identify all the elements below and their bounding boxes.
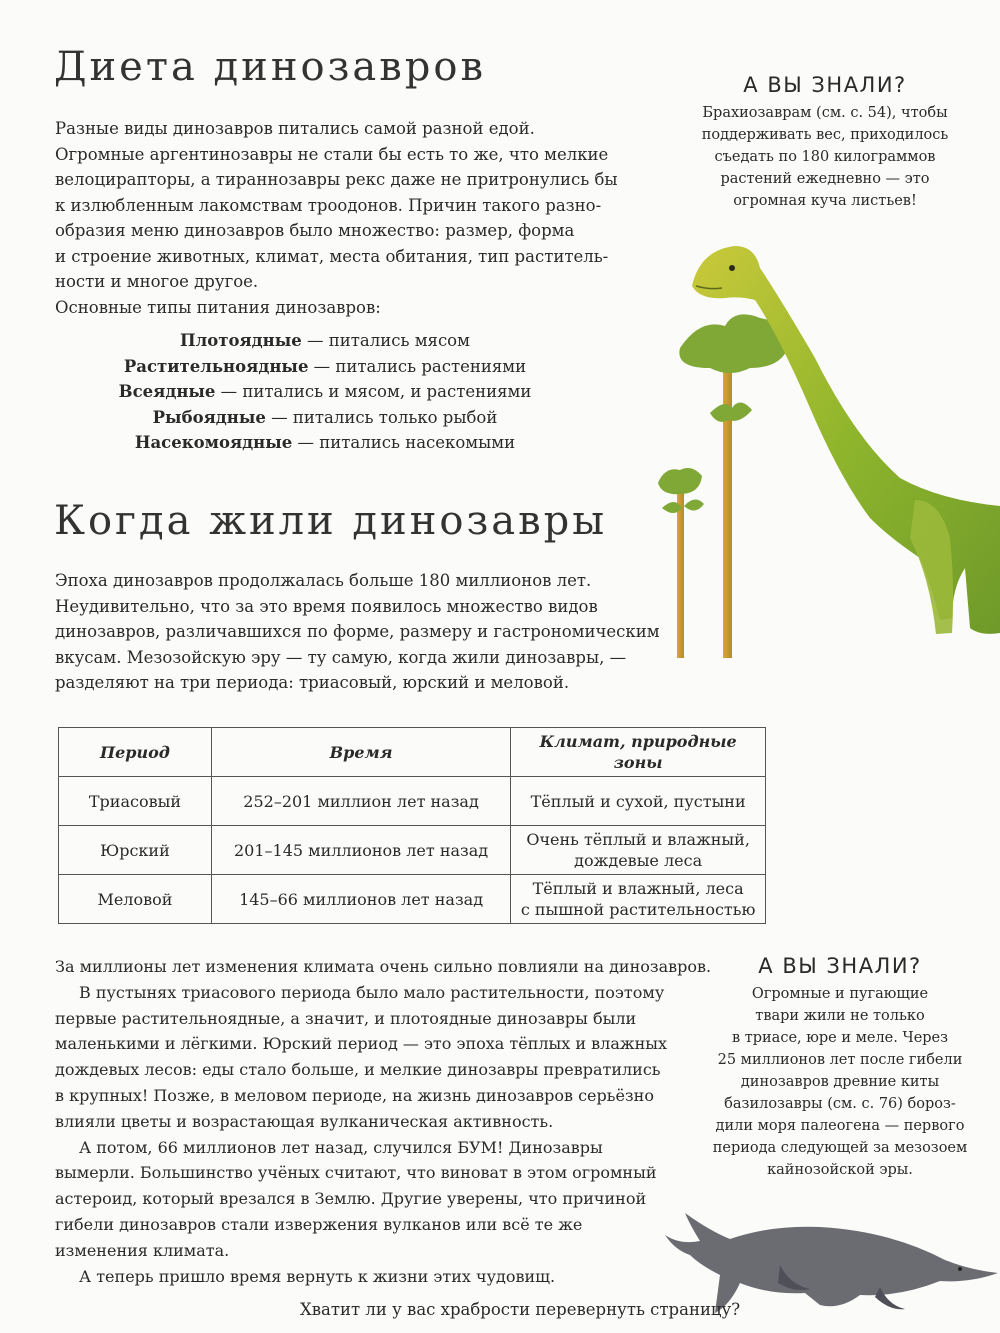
fact-box-brachiosaurus <box>690 74 960 212</box>
when-line: Неудивительно, что за это время появилось множество видов <box>55 596 598 616</box>
climate-paragraph <box>55 954 725 1289</box>
periods-table <box>58 727 766 924</box>
table-row <box>59 826 766 875</box>
table-cell <box>511 826 766 875</box>
fact-line: периода следующей за мезозоем <box>712 1140 968 1156</box>
fact-line: съедать по 180 килограммов <box>714 149 936 165</box>
diet-type-item <box>60 379 590 405</box>
reptile-eye <box>958 1267 962 1271</box>
diet-line: ности и многое другое. <box>55 272 259 291</box>
cell-line: Тёплый и сухой, пустыни <box>530 791 746 811</box>
cell-line: дождевые леса <box>574 851 703 870</box>
table-cell: 145–66 миллионов лет назад <box>211 875 510 924</box>
climate-line: А теперь пришло время вернуть к жизни этих чудовищ. <box>79 1266 556 1286</box>
diet-type-item <box>60 405 590 431</box>
fact-box-basilosaurus <box>705 955 975 1181</box>
table-header: Время <box>211 728 510 777</box>
fact-heading: А ВЫ ЗНАЛИ? <box>743 73 907 97</box>
table-cell: 201–145 миллионов лет назад <box>211 826 510 875</box>
fact-line: огромная куча листьев! <box>733 193 917 209</box>
climate-line: вымерли. Большинство учёных считают, что виноват в этом огромный <box>55 1163 657 1183</box>
climate-line: астероид, который врезался в Землю. Другие уверены, что причиной <box>55 1189 647 1209</box>
diet-type-desc: — питались растениями <box>308 356 527 376</box>
climate-line: первые растительноядные, а значит, и плотоядные динозавры были <box>55 1008 637 1028</box>
diet-type-desc: — питались насекомыми <box>292 433 516 453</box>
fact-line: растений ежедневно — это <box>720 171 930 187</box>
diet-type-name: Плотоядные <box>180 331 302 350</box>
small-tree-trunk <box>677 488 684 658</box>
diet-line: Основные типы питания динозавров: <box>55 297 381 317</box>
table-header-row <box>59 728 766 777</box>
brachiosaurus-body <box>692 246 1000 634</box>
table-cell: Юрский <box>59 826 212 875</box>
diet-type-item <box>60 328 590 354</box>
table-header: Период <box>59 728 212 777</box>
table-row <box>59 875 766 924</box>
dino-eye <box>729 265 735 271</box>
diet-types-list <box>60 328 590 456</box>
diet-type-desc: — питались и мясом, и растениями <box>215 382 532 402</box>
fact-line: дили моря палеогена — первого <box>715 1118 965 1134</box>
table-cell: 252–201 миллион лет назад <box>211 777 510 826</box>
table-header: Климат, природные зоны <box>511 728 766 777</box>
cell-line: Очень тёплый и влажный, <box>526 830 750 849</box>
diet-type-item <box>60 354 590 380</box>
diet-type-name: Растительноядные <box>123 356 309 376</box>
tree-trunk <box>723 358 732 658</box>
climate-line: изменения климата. <box>55 1240 230 1260</box>
fact-line: 25 миллионов лет после гибели <box>717 1052 963 1068</box>
diet-type-item <box>60 430 590 456</box>
diet-line: образия меню динозавров было множество: размер, форма <box>55 221 575 240</box>
fact-line: динозавров древние киты <box>740 1074 940 1090</box>
climate-line: маленькими и лёгкими. Юрский период — это эпоха тёплых и влажных <box>55 1034 667 1054</box>
diet-line: к излюбленным лакомствам троодонов. Причин такого разно- <box>55 195 602 215</box>
footer-question: Хватит ли у вас храбрости перевернуть страницу? <box>300 1300 741 1319</box>
table-cell: Меловой <box>59 875 212 924</box>
table-cell <box>511 875 766 924</box>
cell-line: с пышной растительностью <box>520 900 756 919</box>
diet-line: и строение животных, климат, места обитания, тип раститель- <box>55 246 609 266</box>
fact-line: кайнозойской эры. <box>767 1162 913 1178</box>
diet-type-desc: — питались мясом <box>301 331 470 350</box>
diet-type-name: Насекомоядные <box>134 433 293 453</box>
table-row <box>59 777 766 826</box>
diet-paragraph <box>55 116 655 320</box>
climate-line: влияли цветы и возрастающая вулканическая активность. <box>55 1111 554 1131</box>
diet-type-desc: — питались только рыбой <box>265 407 498 427</box>
fact-line: базилозавры (см. с. 76) бороз- <box>724 1096 956 1112</box>
diet-line: велоцирапторы, а тираннозавры рекс даже не притронулись бы <box>55 170 618 189</box>
reptile-body <box>665 1213 998 1313</box>
climate-line: дождевых лесов: еды стало больше, и мелкие динозавры превратились <box>55 1060 661 1080</box>
diet-type-name: Рыбоядные <box>152 407 266 427</box>
fact-line: поддерживать вес, приходилось <box>701 127 949 143</box>
small-tree-crown <box>658 468 702 494</box>
when-line: вкусам. Мезозойскую эру — ту самую, когда жили динозавры, — <box>55 647 627 667</box>
when-title: Когда жили динозавры <box>54 498 608 544</box>
climate-line: В пустынях триасового периода было мало растительности, поэтому <box>79 982 665 1002</box>
climate-line: А потом, 66 миллионов лет назад, случился БУМ! Динозавры <box>79 1137 603 1157</box>
fact-heading: А ВЫ ЗНАЛИ? <box>758 954 922 978</box>
diet-line: Разные виды динозавров питались самой разной едой. <box>55 119 535 138</box>
fact-line: Огромные и пугающие <box>751 986 929 1002</box>
table-cell: Триасовый <box>59 777 212 826</box>
fact-line: в триасе, юре и меле. Через <box>731 1030 949 1046</box>
diet-line: Огромные аргентинозавры не стали бы есть то же, что мелкие <box>55 144 609 164</box>
when-line: динозавров, различавшихся по форме, размеру и гастрономическим <box>55 622 660 641</box>
climate-line: За миллионы лет изменения климата очень сильно повлияли на динозавров. <box>55 957 712 976</box>
cell-line: Тёплый и влажный, леса <box>532 879 744 898</box>
diet-title: Диета динозавров <box>54 44 486 90</box>
fact-line: Брахиозаврам (см. с. 54), чтобы <box>702 105 948 121</box>
marine-reptile-illustration <box>660 1205 1000 1315</box>
diet-type-name: Всеядные <box>118 382 216 402</box>
table-cell <box>511 777 766 826</box>
when-line: Эпоха динозавров продолжалась больше 180 миллионов лет. <box>55 571 592 590</box>
when-paragraph <box>55 568 675 696</box>
climate-line: гибели динозавров стали извержения вулканов или всё те же <box>55 1214 583 1234</box>
brachiosaurus-illustration <box>640 238 1000 668</box>
when-line: разделяют на три периода: триасовый, юрский и меловой. <box>55 673 570 692</box>
climate-line: в крупных! Позже, в меловом периоде, на жизнь динозавров серьёзно <box>55 1085 654 1105</box>
fact-line: твари жили не только <box>755 1008 925 1024</box>
